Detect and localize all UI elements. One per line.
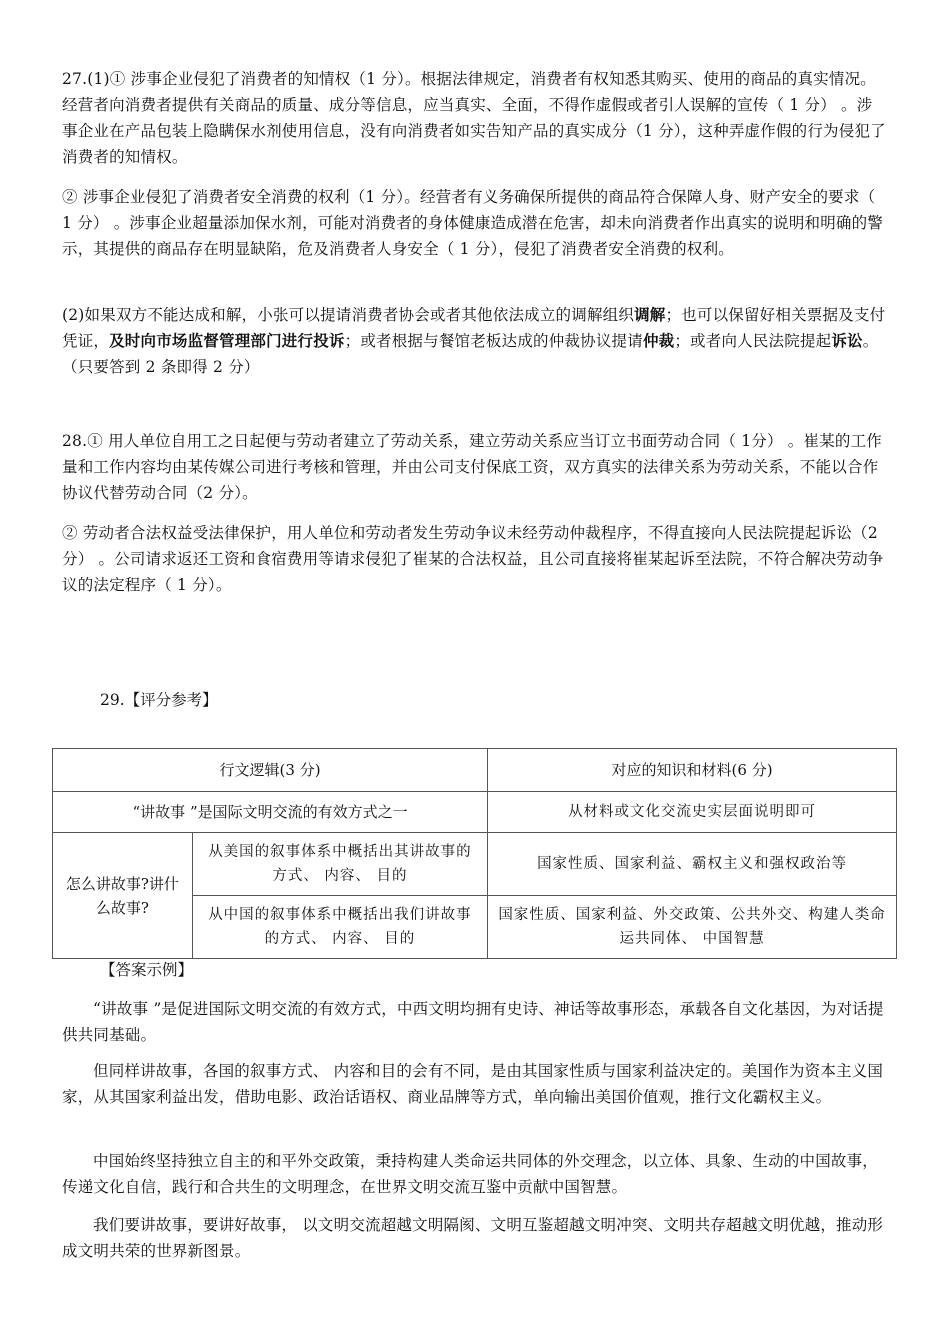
table-cell-knowledge-3: 国家性质、国家利益、外交政策、公共外交、构建人类命运共同体、 中国智慧 xyxy=(488,896,897,959)
q27-part2-paragraph: (2)如果双方不能达成和解，小张可以提请消费者协会或者其他依法成立的调解组织调解；也可以保留好相关票据及支付凭证，及时向市场监督管理部门进行投诉；或者根据与餐馆老板达成的仲裁协议提请仲裁；或者向人民法院提起诉讼。（只要答到 2 条即得 2 分） xyxy=(62,306,886,376)
table-cell-merged-question: 怎么讲故事?讲什么故事? xyxy=(53,833,193,959)
answer-paragraph-2: 但同样讲故事，各国的叙事方式、 内容和目的会有不同，是由其国家性质与国家利益决定的。美国作为资本主义国家，从其国家利益出发，借助电影、政治话语权、商业品牌等方式，单向输出美国价值观，推行文化霸权主义。 xyxy=(62,1062,884,1106)
answer-paragraph-4: 我们要讲故事，要讲好故事， 以文明交流超越文明隔阂、文明互鉴超越文明冲突、文明共存超越文明优越，推动形成文明共荣的世界新图景。 xyxy=(62,1216,884,1260)
q27-part1-paragraph-2: ② 涉事企业侵犯了消费者安全消费的权利（1 分）。经营者有义务确保所提供的商品符合保障人身、财产安全的要求（ 1 分） 。涉事企业超量添加保水剂，可能对消费者的身体健康造成潜在危害，却未向消费者作出真实的说明和明确的警示，其提供的商品存在明显缺陷，危及消费者人身安全（ 1 分），侵犯了消费者安全消费的权利。 xyxy=(62,188,884,258)
table-header-knowledge: 对应的知识和材料(6 分) xyxy=(488,749,897,792)
table-cell-logic-2: 从美国的叙事体系中概括出其讲故事的方式、 内容、 目的 xyxy=(192,833,487,896)
table-header-logic: 行文逻辑(3 分) xyxy=(53,749,488,792)
table-cell-knowledge-2: 国家性质、国家利益、霸权主义和强权政治等 xyxy=(488,833,897,896)
q27-part1-paragraph-1: 27.(1)① 涉事企业侵犯了消费者的知情权（1 分）。根据法律规定，消费者有权知悉其购买、使用的商品的真实情况。经营者向消费者提供有关商品的质量、成分等信息，应当真实、全面，不得作虚假或者引人误解的宣传（ 1 分） 。涉事企业在产品包装上隐瞒保水剂使用信息，没有向消费者如实告知产品的真实成分（1 分），这种弄虚作假的行为侵犯了消费者的知情权。 xyxy=(62,70,886,166)
q28-paragraph-2: ② 劳动者合法权益受法律保护，用人单位和劳动者发生劳动争议未经劳动仲裁程序，不得直接向人民法院提起诉讼（2 分） 。公司请求返还工资和食宿费用等请求侵犯了崔某的合法权益，且公司直接将崔某起诉至法院，不符合解决劳动争议的法定程序（ 1 分）。 xyxy=(62,524,884,594)
bold-complaint: 及时向市场监督管理部门进行投诉 xyxy=(109,332,345,350)
table-cell-logic-1: “讲故事 ”是国际文明交流的有效方式之一 xyxy=(53,792,488,833)
answer-example-label: 【答案示例】 xyxy=(100,961,194,979)
bold-litigation: 诉讼 xyxy=(831,332,863,350)
scoring-table xyxy=(52,748,897,959)
answer-paragraph-3: 中国始终坚持独立自主的和平外交政策，秉持构建人类命运共同体的外交理念，以立体、具象、生动的中国故事，传递文化自信，践行和合共生的文明理念，在世界文明交流互鉴中贡献中国智慧。 xyxy=(62,1152,879,1196)
bold-arbitration: 仲裁 xyxy=(642,332,675,350)
table-cell-knowledge-1: 从材料或文化交流史实层面说明即可 xyxy=(488,792,897,833)
bold-mediation: 调解 xyxy=(634,306,666,324)
answer-paragraph-1: “讲故事 ”是促进国际文明交流的有效方式，中西文明均拥有史诗、神话等故事形态，承载各自文化基因，为对话提供共同基础。 xyxy=(62,1000,884,1044)
q29-label: 29.【评分参考】 xyxy=(100,691,218,709)
table-cell-logic-3: 从中国的叙事体系中概括出我们讲故事的方式、 内容、 目的 xyxy=(192,896,487,959)
q28-paragraph-1: 28.① 用人单位自用工之日起便与劳动者建立了劳动关系，建立劳动关系应当订立书面劳动合同（ 1分） 。崔某的工作量和工作内容均由某传媒公司进行考核和管理，并由公司支付保底工资，双方真实的法律关系为劳动关系，不能以合作协议代替劳动合同（2 分）。 xyxy=(62,432,882,502)
